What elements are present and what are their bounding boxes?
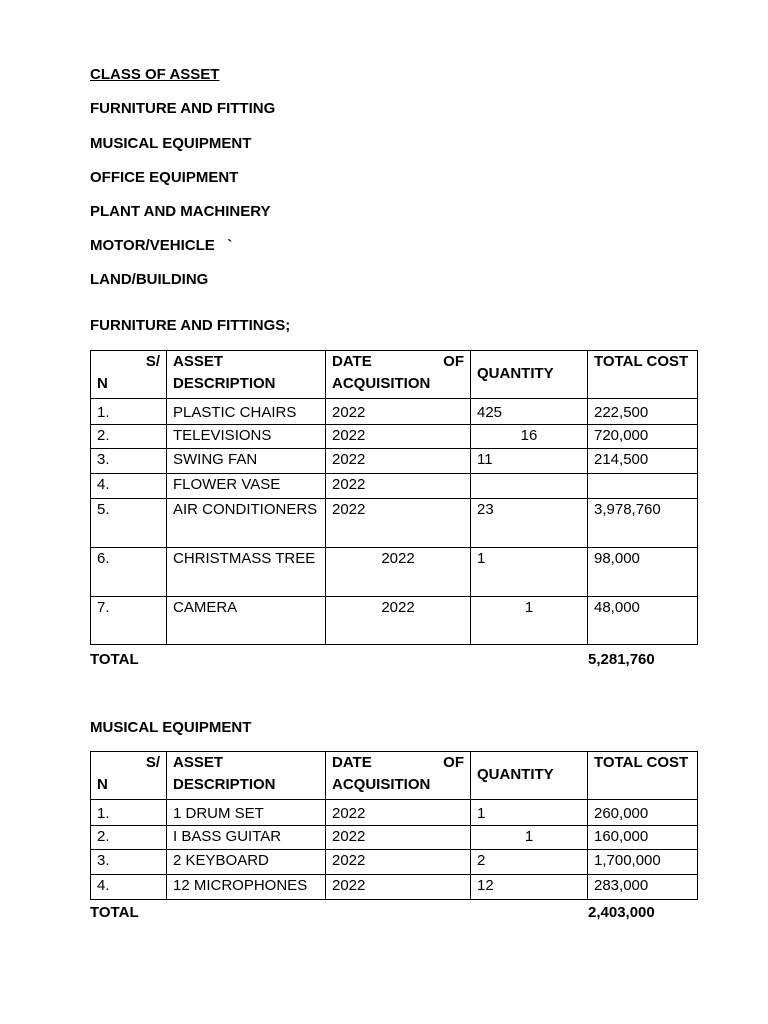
header-qty-label: QUANTITY — [477, 766, 554, 783]
header-desc-top: ASSET — [173, 754, 224, 771]
cell-sn: 2. — [91, 425, 167, 449]
table-header-row — [91, 752, 698, 800]
cell-description: TELEVISIONS — [167, 425, 326, 449]
cell-sn: 3. — [91, 449, 167, 474]
header-date-top-left: DATE — [332, 353, 372, 370]
asset-class-item: LAND/BUILDING — [90, 271, 209, 288]
cell-description: 1 DRUM SET — [167, 800, 326, 826]
header-sn-top: S/ — [145, 754, 160, 771]
table-header-row — [91, 351, 698, 399]
table-row — [91, 800, 698, 826]
asset-class-item: MOTOR/VEHICLE ` — [90, 237, 233, 254]
table-row — [91, 425, 698, 449]
musical-total-label: TOTAL — [90, 904, 139, 921]
cell-cost — [588, 474, 698, 499]
cell-date: 2022 — [326, 399, 471, 425]
cell-quantity: 23 — [471, 499, 588, 548]
cell-quantity: 1 — [471, 800, 588, 826]
cell-description: 12 MICROPHONES — [167, 875, 326, 900]
furniture-section-title: FURNITURE AND FITTINGS; — [90, 317, 291, 334]
header-date-bottom: ACQUISITION — [332, 375, 431, 392]
cell-sn: 1. — [91, 399, 167, 425]
table-row — [91, 597, 698, 645]
musical-table — [90, 751, 698, 900]
table-row — [91, 875, 698, 900]
cell-quantity: 16 — [471, 425, 588, 449]
cell-date: 2022 — [326, 597, 471, 645]
cell-date: 2022 — [326, 499, 471, 548]
header-date-bottom: ACQUISITION — [332, 776, 431, 793]
header-total-cost — [588, 351, 698, 399]
cell-date: 2022 — [326, 850, 471, 875]
furniture-table — [90, 350, 698, 645]
cell-quantity: 425 — [471, 399, 588, 425]
cell-date: 2022 — [326, 474, 471, 499]
header-cost-label: TOTAL COST — [594, 754, 689, 771]
table-row — [91, 850, 698, 875]
header-quantity — [471, 351, 588, 399]
table-row — [91, 449, 698, 474]
asset-class-item: OFFICE EQUIPMENT — [90, 169, 239, 186]
header-date-top-right: OF — [443, 353, 464, 370]
cell-date: 2022 — [326, 425, 471, 449]
header-sn — [91, 351, 167, 399]
cell-quantity: 1 — [471, 597, 588, 645]
musical-total-value: 2,403,000 — [588, 904, 655, 921]
cell-description: CHRISTMASS TREE — [167, 548, 326, 597]
header-date — [326, 351, 471, 399]
table-row — [91, 499, 698, 548]
class-of-asset-heading: CLASS OF ASSET — [90, 66, 220, 83]
cell-quantity: 1 — [471, 548, 588, 597]
header-date-top-right: OF — [443, 754, 464, 771]
header-description — [167, 351, 326, 399]
cell-cost: 1,700,000 — [588, 850, 698, 875]
cell-date: 2022 — [326, 548, 471, 597]
cell-date: 2022 — [326, 800, 471, 826]
header-quantity — [471, 752, 588, 800]
cell-cost: 283,000 — [588, 875, 698, 900]
table-row — [91, 399, 698, 425]
cell-sn: 4. — [91, 474, 167, 499]
cell-date: 2022 — [326, 449, 471, 474]
table-row — [91, 474, 698, 499]
cell-sn: 4. — [91, 875, 167, 900]
cell-cost: 160,000 — [588, 826, 698, 850]
header-sn-bottom: N — [97, 375, 108, 392]
cell-description: AIR CONDITIONERS — [167, 499, 326, 548]
cell-description: 2 KEYBOARD — [167, 850, 326, 875]
table-row — [91, 548, 698, 597]
cell-description: PLASTIC CHAIRS — [167, 399, 326, 425]
header-total-cost — [588, 752, 698, 800]
table-row — [91, 826, 698, 850]
cell-quantity: 1 — [471, 826, 588, 850]
cell-sn: 2. — [91, 826, 167, 850]
asset-class-item: MUSICAL EQUIPMENT — [90, 135, 252, 152]
cell-description: CAMERA — [167, 597, 326, 645]
cell-quantity — [471, 474, 588, 499]
header-sn-top: S/ — [145, 353, 160, 370]
cell-quantity: 11 — [471, 449, 588, 474]
furniture-total-label: TOTAL — [90, 651, 139, 668]
header-qty-label: QUANTITY — [477, 365, 554, 382]
cell-sn: 6. — [91, 548, 167, 597]
header-sn — [91, 752, 167, 800]
header-sn-bottom: N — [97, 776, 108, 793]
asset-class-item: FURNITURE AND FITTING — [90, 100, 276, 117]
cell-date: 2022 — [326, 826, 471, 850]
cell-cost: 48,000 — [588, 597, 698, 645]
header-desc-bottom: DESCRIPTION — [173, 375, 276, 392]
cell-cost: 3,978,760 — [588, 499, 698, 548]
header-date-top-left: DATE — [332, 754, 372, 771]
cell-description: I BASS GUITAR — [167, 826, 326, 850]
cell-quantity: 12 — [471, 875, 588, 900]
musical-section-title: MUSICAL EQUIPMENT — [90, 719, 252, 736]
cell-sn: 1. — [91, 800, 167, 826]
asset-class-item: PLANT AND MACHINERY — [90, 203, 271, 220]
cell-date: 2022 — [326, 875, 471, 900]
cell-cost: 214,500 — [588, 449, 698, 474]
cell-cost: 222,500 — [588, 399, 698, 425]
cell-sn: 3. — [91, 850, 167, 875]
header-date — [326, 752, 471, 800]
cell-cost: 720,000 — [588, 425, 698, 449]
cell-quantity: 2 — [471, 850, 588, 875]
cell-cost: 260,000 — [588, 800, 698, 826]
header-desc-bottom: DESCRIPTION — [173, 776, 276, 793]
cell-sn: 5. — [91, 499, 167, 548]
header-cost-label: TOTAL COST — [594, 353, 689, 370]
furniture-total-value: 5,281,760 — [588, 651, 655, 668]
header-desc-top: ASSET — [173, 353, 224, 370]
cell-description: FLOWER VASE — [167, 474, 326, 499]
header-description — [167, 752, 326, 800]
cell-description: SWING FAN — [167, 449, 326, 474]
cell-cost: 98,000 — [588, 548, 698, 597]
cell-sn: 7. — [91, 597, 167, 645]
